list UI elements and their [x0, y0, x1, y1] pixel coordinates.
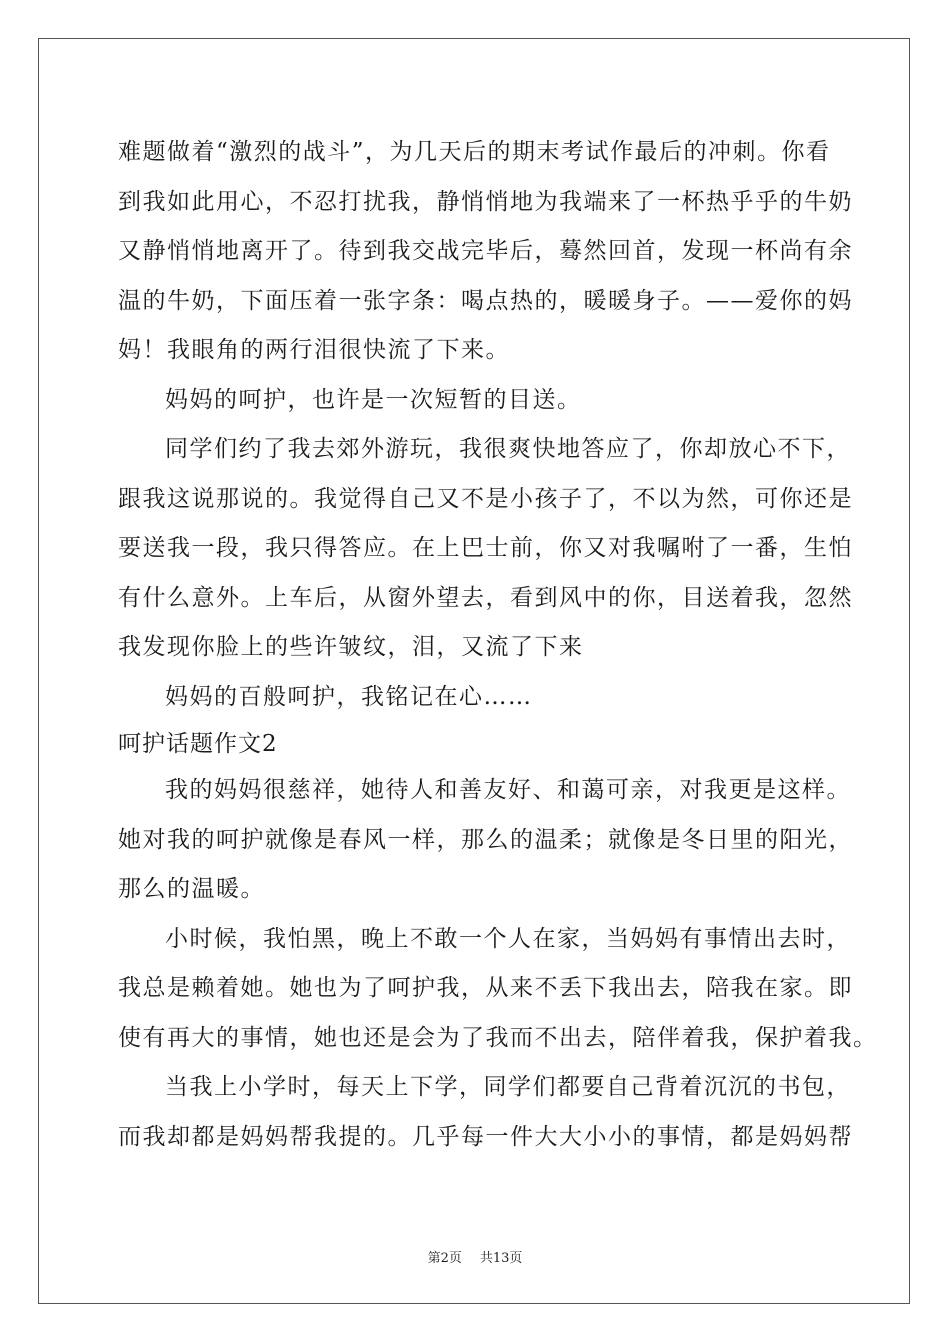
paragraph [118, 673, 838, 723]
text-line: 温的牛奶，下面压着一张字条：喝点热的，暖暖身子。——爱你的妈 [118, 287, 853, 314]
text-line: 要送我一段，我只得答应。在上巴士前，你又对我嘱咐了一番，生怕 [118, 535, 853, 561]
text-line: 跟我这说那说的。我觉得自己又不是小孩子了，不以为然，可你还是 [118, 485, 853, 512]
section-heading [118, 722, 838, 766]
page-total: 共13页 [479, 1251, 523, 1266]
text-line: 到我如此用心，不忍打扰我，静悄悄地为我端来了一杯热乎乎的牛奶 [118, 188, 853, 215]
text-line: 那么的温暖。 [118, 876, 265, 902]
text-line: 有什么意外。上车后，从窗外望去，看到风中的你，目送着我，忽然 [118, 584, 853, 611]
text-line: 我总是赖着她。她也为了呵护我，从来不丢下我出去，陪我在家。即 [118, 975, 853, 1001]
paragraph [118, 128, 853, 376]
text-line: 同学们约了我去郊外游玩，我很爽快地答应了，你却放心不下， [165, 436, 851, 462]
heading-text: 呵护话题作文2 [118, 731, 278, 757]
text-line: 当我上小学时，每天上下学，同学们都要自己背着沉沉的书包， [165, 1074, 851, 1100]
document-body [118, 128, 878, 1162]
text-line: 而我却都是妈妈帮我提的。几乎每一件大大小小的事情，都是妈妈帮 [118, 1123, 853, 1150]
text-line: 我发现你脸上的些许皱纹，泪，又流了下来 [118, 634, 584, 660]
text-line: 小时候，我怕黑，晚上不敢一个人在家，当妈妈有事情出去时， [165, 925, 851, 952]
text-line: 妈妈的百般呵护，我铭记在心…… [165, 683, 533, 710]
text-line: 妈妈的呵护，也许是一次短暂的目送。 [165, 386, 582, 413]
paragraph [118, 425, 853, 673]
page-number: 第2页 [427, 1251, 462, 1266]
text-line: 她对我的呵护就像是春风一样，那么的温柔；就像是冬日里的阳光， [118, 826, 853, 853]
paragraph [118, 915, 878, 1064]
paragraph [118, 376, 838, 426]
paragraph [118, 1063, 853, 1162]
text-line: 难题做着“激烈的战斗”，为几天后的期末考试作最后的冲刺。你看 [118, 139, 831, 165]
text-line: 使有再大的事情，她也还是会为了我而不出去，陪伴着我，保护着我。 [118, 1024, 878, 1051]
text-line: 又静悄悄地离开了。待到我交战完毕后，蓦然回首，发现一杯尚有余 [118, 238, 853, 264]
page-footer [0, 1247, 950, 1266]
paragraph [118, 766, 853, 915]
text-line: 我的妈妈很慈祥，她待人和善友好、和蔼可亲，对我更是这样。 [165, 777, 851, 803]
text-line: 妈！我眼角的两行泪很快流了下来。 [118, 337, 510, 363]
